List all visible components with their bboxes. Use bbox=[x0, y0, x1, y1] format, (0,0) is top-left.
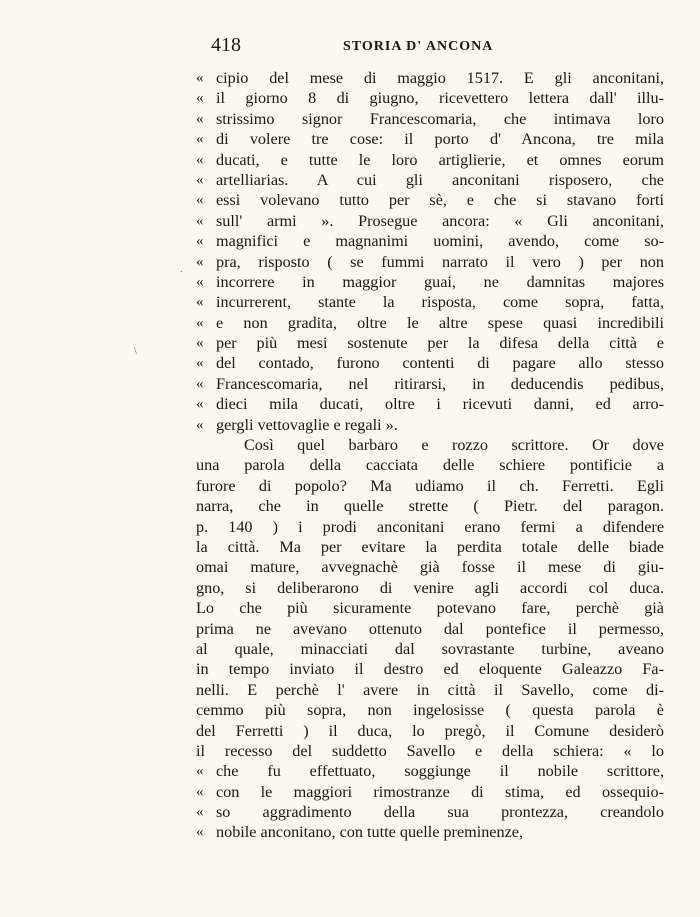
quote-mark: « bbox=[196, 253, 204, 270]
line-text: che fu effettuato, soggiunge il nobile scrittore, bbox=[216, 762, 664, 781]
text-line bbox=[196, 782, 664, 802]
text-line bbox=[196, 353, 664, 373]
line-text: incurrerent, stante la risposta, come sopra, fatta, bbox=[216, 293, 664, 312]
quote-mark: « bbox=[196, 90, 204, 107]
text-line bbox=[196, 659, 664, 679]
line-text: al quale, minacciati dal sovrastante turbine, aveano bbox=[196, 639, 664, 658]
text-line bbox=[196, 822, 664, 842]
quote-mark: « bbox=[196, 192, 204, 209]
line-text: il giorno 8 di giugno, ricevettero lettera dall' illu- bbox=[216, 89, 664, 108]
quote-mark: « bbox=[196, 171, 204, 188]
quote-mark: « bbox=[196, 355, 204, 372]
line-text: il recesso del suddetto Savello e della schiera: « lo bbox=[196, 741, 664, 760]
text-line bbox=[196, 578, 664, 598]
line-text: e non gradita, oltre le altre spese quasi incredibili bbox=[216, 313, 664, 332]
line-text: per più mesi sostenute per la difesa della città e bbox=[216, 334, 664, 353]
line-text: Così quel barbaro e rozzo scrittore. Or dove bbox=[244, 436, 664, 455]
running-header bbox=[0, 34, 700, 64]
quote-mark: « bbox=[196, 416, 204, 433]
quote-mark: « bbox=[196, 396, 204, 413]
text-line bbox=[196, 292, 664, 312]
line-text: nelli. E perchè l' avere in città il Savello, come di- bbox=[196, 680, 664, 699]
text-line bbox=[196, 476, 664, 496]
text-line bbox=[196, 537, 664, 557]
margin-dot: . bbox=[180, 264, 183, 275]
text-line bbox=[196, 680, 664, 700]
line-text: la città. Ma per evitare la perdita totale delle biade bbox=[196, 537, 664, 556]
line-text: sull' armi ». Prosegue ancora: « Gli anconitani, bbox=[216, 211, 664, 230]
quote-mark: « bbox=[196, 273, 204, 290]
quote-mark: « bbox=[196, 824, 204, 841]
quote-mark: « bbox=[196, 335, 204, 352]
text-line bbox=[196, 333, 664, 353]
line-text: narra, che in quelle strette ( Pietr. del paragon. bbox=[196, 497, 664, 516]
text-line bbox=[196, 761, 664, 781]
text-line bbox=[196, 211, 664, 231]
line-text: furore di popolo? Ma udiamo il ch. Ferretti. Egli bbox=[196, 476, 664, 495]
text-line bbox=[196, 741, 664, 761]
line-text: di volere tre cose: il porto d' Ancona, tre mila bbox=[216, 130, 664, 149]
quote-mark: « bbox=[196, 314, 204, 331]
text-line bbox=[196, 619, 664, 639]
text-line bbox=[196, 721, 664, 741]
text-line bbox=[196, 394, 664, 414]
text-line bbox=[196, 150, 664, 170]
line-text: strissimo signor Francescomaria, che intimava loro bbox=[216, 109, 664, 128]
text-line bbox=[196, 700, 664, 720]
text-line bbox=[196, 517, 664, 537]
text-line bbox=[196, 231, 664, 251]
line-text: omai mature, avvegnachè già fosse il mese di giu- bbox=[196, 558, 664, 577]
line-text: incorrere in maggior guai, ne damnitas majores bbox=[216, 272, 664, 291]
line-text: artelliarias. A cui gli anconitani risposero, che bbox=[216, 170, 664, 189]
line-text: una parola della cacciata delle schiere pontificie a bbox=[196, 456, 664, 475]
quote-mark: « bbox=[196, 151, 204, 168]
text-line bbox=[196, 802, 664, 822]
line-text: del Ferretti ) il duca, lo pregò, il Comune desiderò bbox=[196, 721, 664, 740]
text-line bbox=[196, 496, 664, 516]
text-line bbox=[196, 313, 664, 333]
text-line bbox=[196, 170, 664, 190]
line-text: Francescomaria, nel ritirarsi, in deducendis pedibus, bbox=[216, 374, 664, 393]
text-line bbox=[196, 252, 664, 272]
quote-mark: « bbox=[196, 763, 204, 780]
quote-mark: « bbox=[196, 233, 204, 250]
quote-mark: « bbox=[196, 110, 204, 127]
line-text: dieci mila ducati, oltre i ricevuti danni, ed arro- bbox=[216, 395, 664, 414]
line-text: nobile anconitano, con tutte quelle preminenze, bbox=[216, 823, 524, 842]
line-text: essi volevano tutto per sè, e che si stavano forti bbox=[216, 191, 664, 210]
line-text: del contado, furono contenti di pagare allo stesso bbox=[216, 354, 664, 373]
quote-mark: « bbox=[196, 294, 204, 311]
line-text: magnifici e magnanimi uomini, avendo, come so- bbox=[216, 232, 664, 251]
quote-mark: « bbox=[196, 131, 204, 148]
text-line bbox=[196, 109, 664, 129]
line-text: gno, si deliberarono di venire agli accordi col duca. bbox=[196, 578, 664, 597]
line-text: prima ne avevano ottenuto dal pontefice il permesso, bbox=[196, 619, 664, 638]
quote-mark: « bbox=[196, 70, 204, 86]
line-text: cipio del mese di maggio 1517. E gli anconitani, bbox=[216, 69, 664, 87]
running-title: STORIA D' ANCONA bbox=[343, 39, 494, 54]
text-line bbox=[196, 435, 664, 455]
text-line bbox=[196, 415, 664, 435]
text-line bbox=[196, 272, 664, 292]
line-text: gergli vettovaglie e regali ». bbox=[216, 415, 398, 434]
quote-mark: « bbox=[196, 375, 204, 392]
text-line bbox=[196, 598, 664, 618]
page-body-text bbox=[196, 68, 664, 843]
text-line bbox=[196, 374, 664, 394]
text-line bbox=[196, 639, 664, 659]
margin-mark: \ bbox=[134, 346, 137, 357]
text-line bbox=[196, 129, 664, 149]
text-line bbox=[196, 557, 664, 577]
line-text: in tempo inviato il destro ed eloquente Galeazzo Fa- bbox=[196, 660, 664, 679]
line-text: Lo che più sicuramente potevano fare, perchè già bbox=[196, 599, 664, 618]
page-number: 418 bbox=[211, 34, 241, 56]
quote-mark: « bbox=[196, 804, 204, 821]
line-text: con le maggiori rimostranze di stima, ed ossequio- bbox=[216, 782, 664, 801]
line-text: ducati, e tutte le loro artiglierie, et omnes eorum bbox=[216, 150, 664, 169]
line-text: so aggradimento della sua prontezza, creandolo bbox=[216, 803, 664, 822]
text-line bbox=[196, 190, 664, 210]
text-line bbox=[196, 455, 664, 475]
line-text: p. 140 ) i prodi anconitani erano fermi a difendere bbox=[196, 517, 664, 536]
text-line bbox=[196, 68, 664, 88]
line-text: cemmo più sopra, non ingelosisse ( questa parola è bbox=[196, 701, 664, 720]
line-text: pra, risposto ( se fummi narrato il vero ) per non bbox=[216, 252, 664, 271]
quote-mark: « bbox=[196, 783, 204, 800]
quote-mark: « bbox=[196, 212, 204, 229]
text-line bbox=[196, 88, 664, 108]
